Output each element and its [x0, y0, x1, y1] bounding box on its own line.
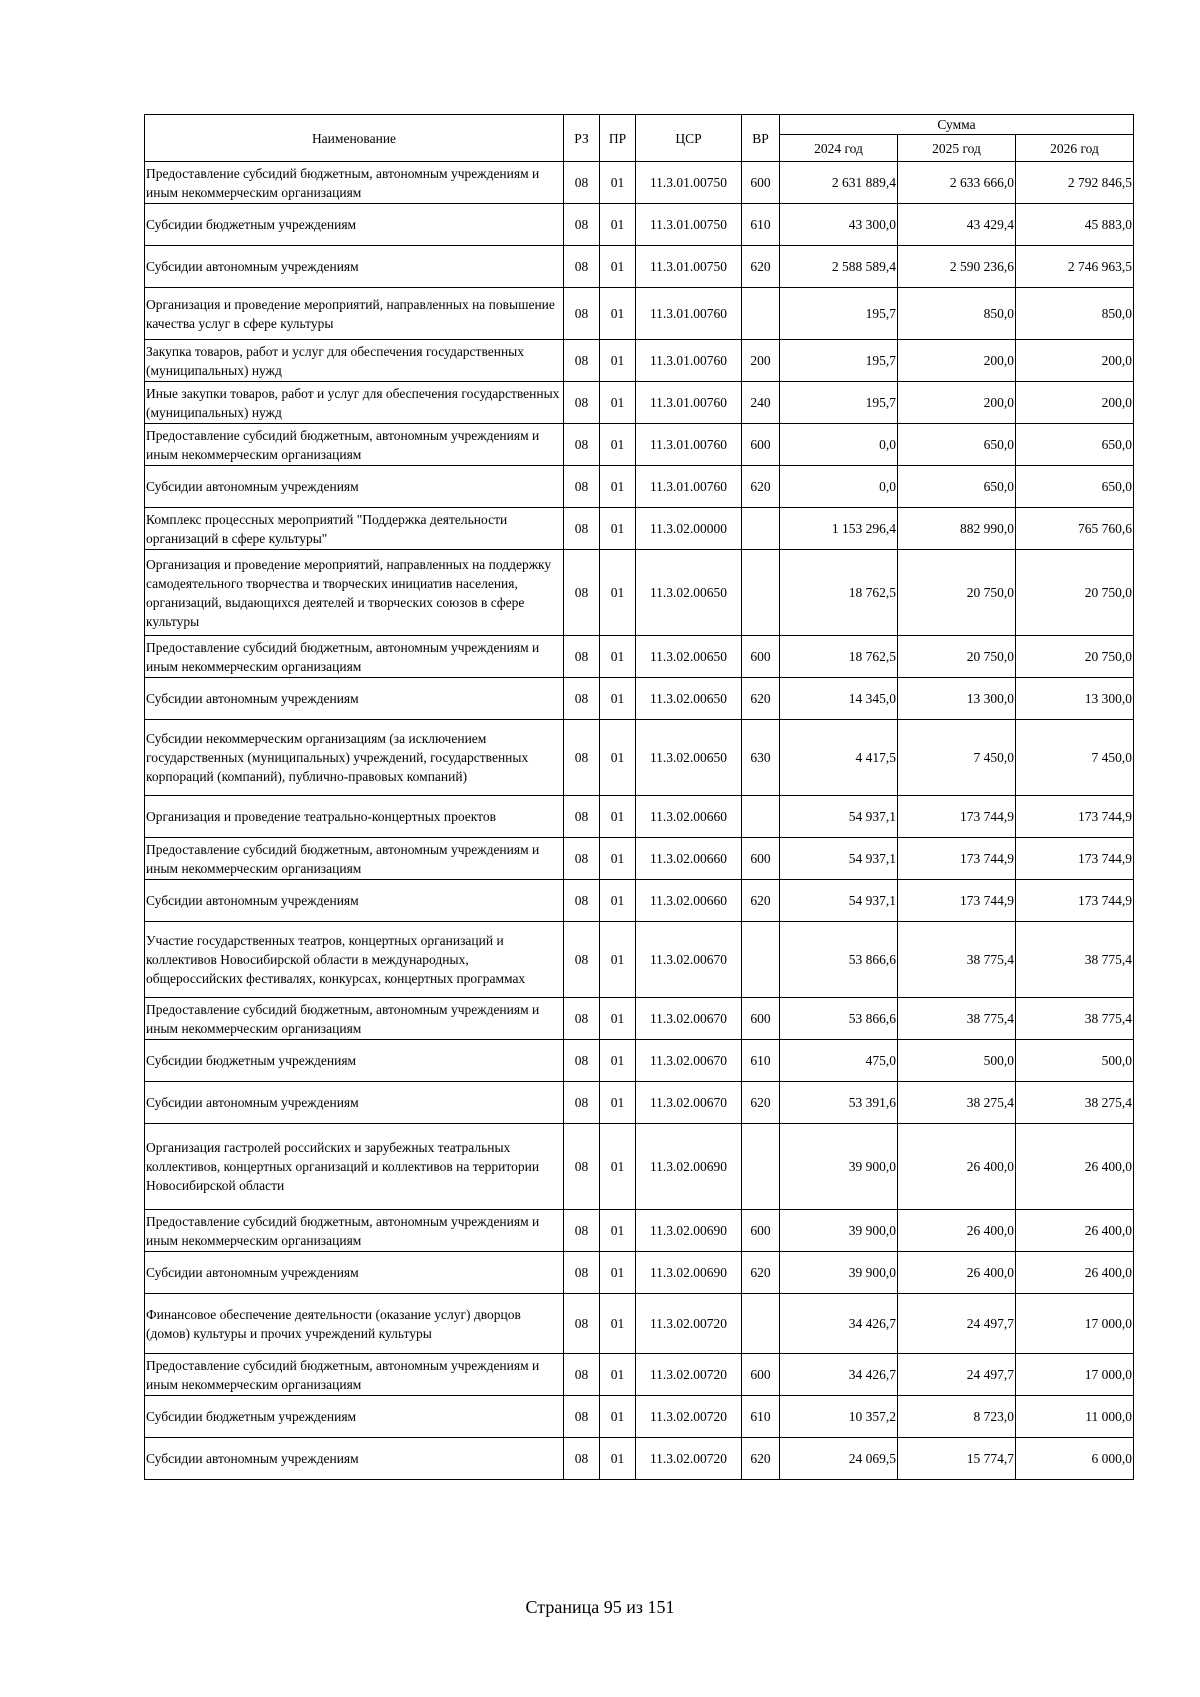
row-csr: 11.3.02.00660: [636, 838, 742, 880]
table-row: [145, 922, 1134, 998]
row-amount-2025: 200,0: [898, 340, 1016, 382]
row-vr: [742, 550, 780, 636]
row-vr: [742, 508, 780, 550]
row-amount-2024: 54 937,1: [780, 880, 898, 922]
header-csr: ЦСР: [636, 115, 742, 162]
table-row: [145, 1396, 1134, 1438]
row-pr: 01: [600, 550, 636, 636]
row-vr: 600: [742, 424, 780, 466]
row-vr: [742, 288, 780, 340]
budget-table: [144, 114, 1134, 1480]
table-row: [145, 880, 1134, 922]
row-pr: 01: [600, 720, 636, 796]
row-name: Субсидии некоммерческим организациям (за исключением государственных (муниципальных) учреждений, государственных корпораций (компаний), публично-правовых компаний): [145, 720, 564, 796]
row-name: Субсидии автономным учреждениям: [145, 1438, 564, 1480]
row-vr: 620: [742, 678, 780, 720]
table-body: [145, 162, 1134, 1480]
row-amount-2026: 2 746 963,5: [1016, 246, 1134, 288]
row-name: Субсидии автономным учреждениям: [145, 246, 564, 288]
row-amount-2024: 195,7: [780, 382, 898, 424]
row-amount-2024: 2 588 589,4: [780, 246, 898, 288]
table-row: [145, 204, 1134, 246]
row-pr: 01: [600, 922, 636, 998]
row-rz: 08: [564, 382, 600, 424]
table-row: [145, 1082, 1134, 1124]
row-rz: 08: [564, 508, 600, 550]
row-amount-2025: 26 400,0: [898, 1210, 1016, 1252]
row-rz: 08: [564, 1396, 600, 1438]
row-rz: 08: [564, 246, 600, 288]
row-name: Предоставление субсидий бюджетным, автономным учреждениям и иным некоммерческим организациям: [145, 838, 564, 880]
row-csr: 11.3.02.00650: [636, 636, 742, 678]
row-vr: 600: [742, 162, 780, 204]
row-name: Субсидии бюджетным учреждениям: [145, 1040, 564, 1082]
row-amount-2026: 650,0: [1016, 424, 1134, 466]
row-amount-2026: 850,0: [1016, 288, 1134, 340]
row-amount-2024: 0,0: [780, 424, 898, 466]
row-name: Организация и проведение мероприятий, направленных на повышение качества услуг в сфере культуры: [145, 288, 564, 340]
row-amount-2025: 13 300,0: [898, 678, 1016, 720]
row-pr: 01: [600, 424, 636, 466]
row-amount-2024: 18 762,5: [780, 550, 898, 636]
row-csr: 11.3.02.00690: [636, 1210, 742, 1252]
row-amount-2025: 20 750,0: [898, 636, 1016, 678]
row-amount-2024: 39 900,0: [780, 1252, 898, 1294]
header-year-2024: 2024 год: [780, 135, 898, 162]
row-amount-2025: 2 590 236,6: [898, 246, 1016, 288]
row-name: Организация и проведение театрально-концертных проектов: [145, 796, 564, 838]
row-amount-2026: 200,0: [1016, 382, 1134, 424]
row-rz: 08: [564, 162, 600, 204]
row-csr: 11.3.01.00760: [636, 382, 742, 424]
row-amount-2025: 650,0: [898, 466, 1016, 508]
row-amount-2025: 38 775,4: [898, 922, 1016, 998]
row-amount-2025: 26 400,0: [898, 1252, 1016, 1294]
header-name: Наименование: [145, 115, 564, 162]
row-amount-2026: 650,0: [1016, 466, 1134, 508]
row-name: Субсидии автономным учреждениям: [145, 678, 564, 720]
row-pr: 01: [600, 340, 636, 382]
row-vr: 200: [742, 340, 780, 382]
row-vr: [742, 1124, 780, 1210]
header-pr: ПР: [600, 115, 636, 162]
row-amount-2026: 38 775,4: [1016, 922, 1134, 998]
table-row: [145, 466, 1134, 508]
row-amount-2026: 45 883,0: [1016, 204, 1134, 246]
row-name: Предоставление субсидий бюджетным, автономным учреждениям и иным некоммерческим организациям: [145, 162, 564, 204]
row-csr: 11.3.02.00650: [636, 678, 742, 720]
row-amount-2026: 2 792 846,5: [1016, 162, 1134, 204]
row-amount-2025: 850,0: [898, 288, 1016, 340]
row-pr: 01: [600, 1210, 636, 1252]
row-pr: 01: [600, 1082, 636, 1124]
header-vr: ВР: [742, 115, 780, 162]
row-amount-2024: 2 631 889,4: [780, 162, 898, 204]
row-amount-2026: 173 744,9: [1016, 796, 1134, 838]
row-amount-2026: 7 450,0: [1016, 720, 1134, 796]
row-amount-2025: 20 750,0: [898, 550, 1016, 636]
row-amount-2024: 39 900,0: [780, 1210, 898, 1252]
row-amount-2024: 4 417,5: [780, 720, 898, 796]
row-name: Предоставление субсидий бюджетным, автономным учреждениям и иным некоммерческим организациям: [145, 1210, 564, 1252]
row-name: Иные закупки товаров, работ и услуг для обеспечения государственных (муниципальных) нужд: [145, 382, 564, 424]
row-vr: 620: [742, 1082, 780, 1124]
row-rz: 08: [564, 678, 600, 720]
row-pr: 01: [600, 796, 636, 838]
row-amount-2025: 2 633 666,0: [898, 162, 1016, 204]
row-amount-2025: 7 450,0: [898, 720, 1016, 796]
row-pr: 01: [600, 838, 636, 880]
row-name: Предоставление субсидий бюджетным, автономным учреждениям и иным некоммерческим организациям: [145, 424, 564, 466]
row-rz: 08: [564, 720, 600, 796]
table-row: [145, 1438, 1134, 1480]
row-csr: 11.3.01.00760: [636, 340, 742, 382]
row-name: Комплекс процессных мероприятий "Поддержка деятельности организаций в сфере культуры": [145, 508, 564, 550]
row-vr: [742, 1294, 780, 1354]
row-name: Организация гастролей российских и зарубежных театральных коллективов, концертных организаций и коллективов на территории Новосибирской области: [145, 1124, 564, 1210]
row-amount-2024: 14 345,0: [780, 678, 898, 720]
row-csr: 11.3.02.00650: [636, 720, 742, 796]
row-amount-2026: 500,0: [1016, 1040, 1134, 1082]
row-vr: 620: [742, 880, 780, 922]
row-csr: 11.3.01.00760: [636, 288, 742, 340]
row-vr: 620: [742, 1252, 780, 1294]
table-row: [145, 838, 1134, 880]
row-amount-2024: 10 357,2: [780, 1396, 898, 1438]
row-name: Субсидии автономным учреждениям: [145, 1082, 564, 1124]
row-csr: 11.3.02.00670: [636, 1082, 742, 1124]
table-row: [145, 998, 1134, 1040]
row-csr: 11.3.02.00720: [636, 1438, 742, 1480]
table-row: [145, 1124, 1134, 1210]
row-amount-2024: 54 937,1: [780, 838, 898, 880]
row-vr: 620: [742, 1438, 780, 1480]
row-pr: 01: [600, 1396, 636, 1438]
row-amount-2026: 38 775,4: [1016, 998, 1134, 1040]
row-rz: 08: [564, 998, 600, 1040]
row-amount-2025: 43 429,4: [898, 204, 1016, 246]
row-amount-2026: 17 000,0: [1016, 1354, 1134, 1396]
row-amount-2025: 173 744,9: [898, 880, 1016, 922]
row-amount-2025: 650,0: [898, 424, 1016, 466]
row-amount-2024: 34 426,7: [780, 1354, 898, 1396]
table-header: [145, 115, 1134, 162]
table-row: [145, 1210, 1134, 1252]
row-amount-2024: 54 937,1: [780, 796, 898, 838]
row-amount-2024: 195,7: [780, 340, 898, 382]
table-row: [145, 720, 1134, 796]
row-amount-2025: 26 400,0: [898, 1124, 1016, 1210]
table-row: [145, 796, 1134, 838]
row-rz: 08: [564, 922, 600, 998]
row-vr: 600: [742, 1354, 780, 1396]
table-row: [145, 246, 1134, 288]
row-amount-2026: 200,0: [1016, 340, 1134, 382]
table-row: [145, 550, 1134, 636]
row-pr: 01: [600, 880, 636, 922]
row-amount-2026: 20 750,0: [1016, 636, 1134, 678]
row-name: Субсидии автономным учреждениям: [145, 880, 564, 922]
row-rz: 08: [564, 204, 600, 246]
row-pr: 01: [600, 288, 636, 340]
row-amount-2026: 38 275,4: [1016, 1082, 1134, 1124]
row-vr: 620: [742, 466, 780, 508]
row-amount-2024: 34 426,7: [780, 1294, 898, 1354]
row-name: Субсидии бюджетным учреждениям: [145, 204, 564, 246]
row-amount-2024: 43 300,0: [780, 204, 898, 246]
row-rz: 08: [564, 1040, 600, 1082]
row-amount-2025: 8 723,0: [898, 1396, 1016, 1438]
row-vr: 620: [742, 246, 780, 288]
row-amount-2026: 765 760,6: [1016, 508, 1134, 550]
row-rz: 08: [564, 1294, 600, 1354]
row-pr: 01: [600, 382, 636, 424]
row-amount-2024: 53 391,6: [780, 1082, 898, 1124]
table-row: [145, 288, 1134, 340]
row-amount-2025: 24 497,7: [898, 1294, 1016, 1354]
row-amount-2024: 39 900,0: [780, 1124, 898, 1210]
row-pr: 01: [600, 246, 636, 288]
table-row: [145, 424, 1134, 466]
row-amount-2024: 475,0: [780, 1040, 898, 1082]
row-vr: 610: [742, 1040, 780, 1082]
row-csr: 11.3.02.00000: [636, 508, 742, 550]
row-pr: 01: [600, 998, 636, 1040]
row-amount-2026: 173 744,9: [1016, 880, 1134, 922]
row-amount-2026: 17 000,0: [1016, 1294, 1134, 1354]
row-vr: 600: [742, 998, 780, 1040]
row-name: Организация и проведение мероприятий, направленных на поддержку самодеятельного творчества и творческих инициатив населения, организаций, выдающихся деятелей и творческих союзов в сфере культуры: [145, 550, 564, 636]
table-row: [145, 1354, 1134, 1396]
row-vr: 610: [742, 204, 780, 246]
row-pr: 01: [600, 1040, 636, 1082]
row-amount-2024: 1 153 296,4: [780, 508, 898, 550]
row-rz: 08: [564, 288, 600, 340]
row-rz: 08: [564, 880, 600, 922]
row-vr: [742, 922, 780, 998]
row-pr: 01: [600, 1252, 636, 1294]
row-pr: 01: [600, 162, 636, 204]
row-csr: 11.3.01.00760: [636, 466, 742, 508]
row-rz: 08: [564, 796, 600, 838]
row-vr: 600: [742, 838, 780, 880]
row-rz: 08: [564, 636, 600, 678]
row-name: Предоставление субсидий бюджетным, автономным учреждениям и иным некоммерческим организациям: [145, 1354, 564, 1396]
row-amount-2026: 6 000,0: [1016, 1438, 1134, 1480]
row-pr: 01: [600, 1438, 636, 1480]
table-row: [145, 678, 1134, 720]
row-amount-2026: 173 744,9: [1016, 838, 1134, 880]
row-amount-2025: 173 744,9: [898, 838, 1016, 880]
table-row: [145, 508, 1134, 550]
row-name: Финансовое обеспечение деятельности (оказание услуг) дворцов (домов) культуры и прочих учреждений культуры: [145, 1294, 564, 1354]
row-name: Участие государственных театров, концертных организаций и коллективов Новосибирской области в международных, общероссийских фестивалях, конкурсах, концертных программах: [145, 922, 564, 998]
row-amount-2024: 0,0: [780, 466, 898, 508]
row-amount-2025: 38 275,4: [898, 1082, 1016, 1124]
row-amount-2026: 13 300,0: [1016, 678, 1134, 720]
row-csr: 11.3.02.00670: [636, 1040, 742, 1082]
header-rz: РЗ: [564, 115, 600, 162]
table-row: [145, 162, 1134, 204]
row-name: Предоставление субсидий бюджетным, автономным учреждениям и иным некоммерческим организациям: [145, 998, 564, 1040]
row-rz: 08: [564, 1210, 600, 1252]
row-vr: [742, 796, 780, 838]
row-csr: 11.3.02.00660: [636, 796, 742, 838]
header-year-2026: 2026 год: [1016, 135, 1134, 162]
row-amount-2026: 26 400,0: [1016, 1124, 1134, 1210]
row-csr: 11.3.02.00720: [636, 1354, 742, 1396]
page-number: Страница 95 из 151: [525, 1597, 675, 1617]
row-pr: 01: [600, 636, 636, 678]
row-amount-2026: 26 400,0: [1016, 1210, 1134, 1252]
table-row: [145, 1252, 1134, 1294]
row-csr: 11.3.01.00750: [636, 162, 742, 204]
row-amount-2025: 15 774,7: [898, 1438, 1016, 1480]
row-pr: 01: [600, 204, 636, 246]
row-pr: 01: [600, 1294, 636, 1354]
row-csr: 11.3.02.00690: [636, 1252, 742, 1294]
row-amount-2025: 200,0: [898, 382, 1016, 424]
row-name: Субсидии автономным учреждениям: [145, 1252, 564, 1294]
row-name: Субсидии автономным учреждениям: [145, 466, 564, 508]
row-amount-2024: 195,7: [780, 288, 898, 340]
header-year-2025: 2025 год: [898, 135, 1016, 162]
row-pr: 01: [600, 466, 636, 508]
row-amount-2024: 53 866,6: [780, 998, 898, 1040]
row-csr: 11.3.02.00650: [636, 550, 742, 636]
row-amount-2025: 38 775,4: [898, 998, 1016, 1040]
row-csr: 11.3.02.00690: [636, 1124, 742, 1210]
row-rz: 08: [564, 1082, 600, 1124]
row-rz: 08: [564, 838, 600, 880]
row-vr: 610: [742, 1396, 780, 1438]
row-pr: 01: [600, 508, 636, 550]
table-row: [145, 340, 1134, 382]
table-row: [145, 382, 1134, 424]
header-sum: Сумма: [780, 115, 1134, 135]
row-amount-2026: 26 400,0: [1016, 1252, 1134, 1294]
row-csr: 11.3.02.00670: [636, 922, 742, 998]
row-rz: 08: [564, 1354, 600, 1396]
row-csr: 11.3.02.00670: [636, 998, 742, 1040]
row-rz: 08: [564, 550, 600, 636]
table-row: [145, 1294, 1134, 1354]
row-csr: 11.3.01.00750: [636, 204, 742, 246]
row-name: Предоставление субсидий бюджетным, автономным учреждениям и иным некоммерческим организациям: [145, 636, 564, 678]
row-vr: 600: [742, 1210, 780, 1252]
row-vr: 240: [742, 382, 780, 424]
row-vr: 630: [742, 720, 780, 796]
row-amount-2025: 173 744,9: [898, 796, 1016, 838]
row-amount-2024: 18 762,5: [780, 636, 898, 678]
row-pr: 01: [600, 678, 636, 720]
row-rz: 08: [564, 1124, 600, 1210]
row-amount-2026: 20 750,0: [1016, 550, 1134, 636]
row-csr: 11.3.02.00720: [636, 1396, 742, 1438]
row-amount-2026: 11 000,0: [1016, 1396, 1134, 1438]
row-vr: 600: [742, 636, 780, 678]
row-rz: 08: [564, 1438, 600, 1480]
row-amount-2025: 500,0: [898, 1040, 1016, 1082]
row-csr: 11.3.02.00720: [636, 1294, 742, 1354]
row-rz: 08: [564, 340, 600, 382]
row-amount-2024: 24 069,5: [780, 1438, 898, 1480]
row-rz: 08: [564, 1252, 600, 1294]
row-rz: 08: [564, 424, 600, 466]
table-row: [145, 636, 1134, 678]
row-amount-2025: 24 497,7: [898, 1354, 1016, 1396]
row-csr: 11.3.02.00660: [636, 880, 742, 922]
row-amount-2025: 882 990,0: [898, 508, 1016, 550]
row-csr: 11.3.01.00750: [636, 246, 742, 288]
row-amount-2024: 53 866,6: [780, 922, 898, 998]
row-pr: 01: [600, 1354, 636, 1396]
row-rz: 08: [564, 466, 600, 508]
row-pr: 01: [600, 1124, 636, 1210]
row-name: Субсидии бюджетным учреждениям: [145, 1396, 564, 1438]
row-csr: 11.3.01.00760: [636, 424, 742, 466]
table-row: [145, 1040, 1134, 1082]
row-name: Закупка товаров, работ и услуг для обеспечения государственных (муниципальных) нужд: [145, 340, 564, 382]
